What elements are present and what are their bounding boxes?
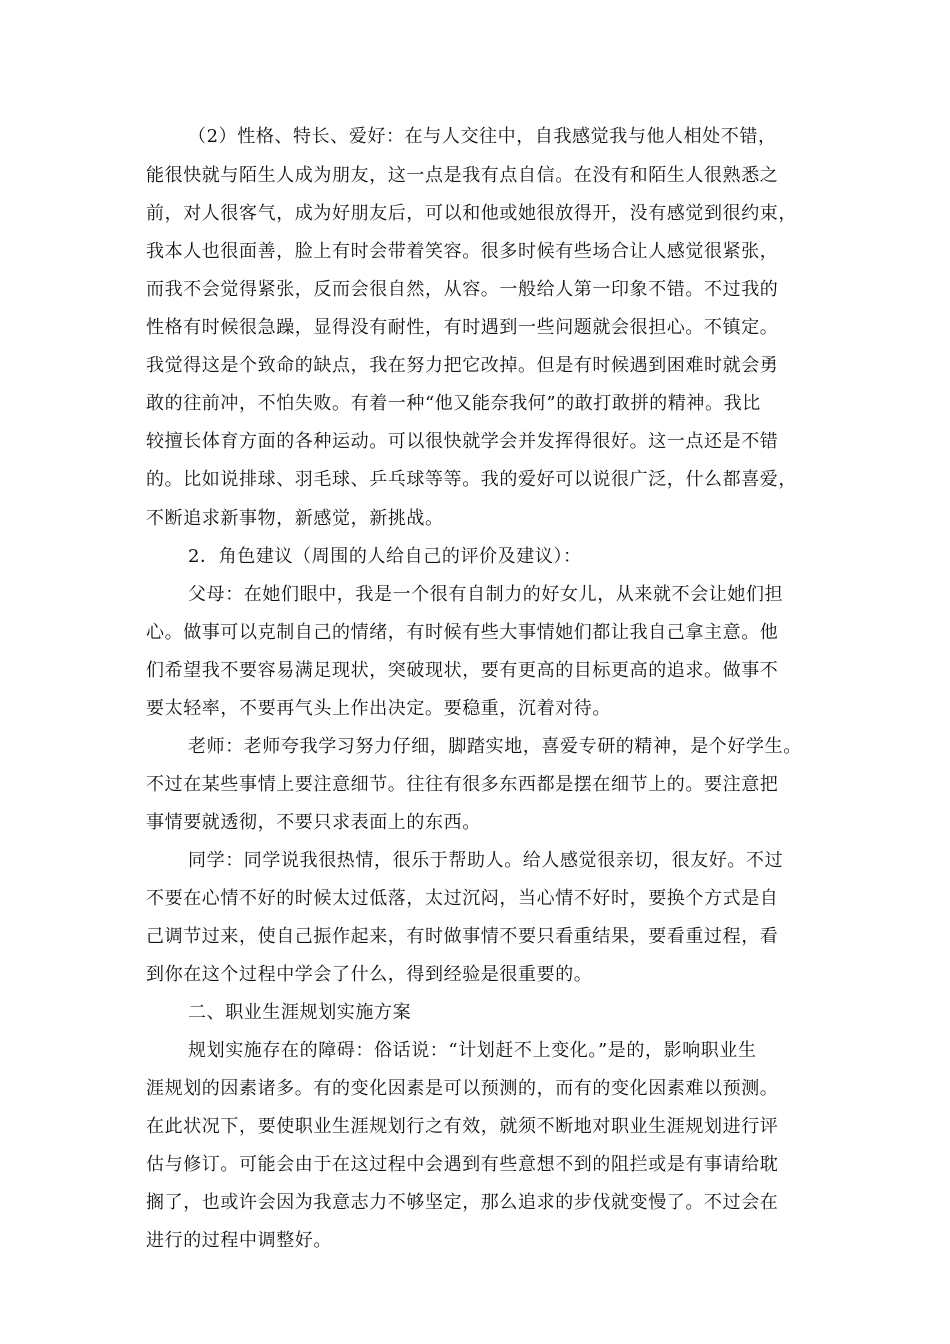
paragraph-line: 不过在某些事情上要注意细节。往往有很多东西都是摆在细节上的。要注意把	[146, 774, 779, 795]
section-heading-career-plan: 二、职业生涯规划实施方案	[188, 1002, 412, 1023]
paragraph-line: 我本人也很面善，脸上有时会带着笑容。很多时候有些场合让人感觉很紧张，	[146, 241, 779, 262]
paragraph-line: 较擅长体育方面的各种运动。可以很快就学会并发挥得很好。这一点还是不错	[146, 431, 779, 452]
paragraph-line: 而我不会觉得紧张，反而会很自然，从容。一般给人第一印象不错。不过我的	[146, 279, 779, 300]
section-heading-role-advice: 2．角色建议（周围的人给自己的评价及建议）：	[188, 546, 582, 567]
paragraph-line: 到你在这个过程中学会了什么，得到经验是很重要的。	[146, 964, 593, 985]
paragraph-first-line: 父母：在她们眼中，我是一个很有自制力的好女儿，从来就不会让她们担	[188, 584, 784, 605]
paragraph-line: 们希望我不要容易满足现状，突破现状，要有更高的目标更高的追求。做事不	[146, 660, 779, 681]
paragraph-line: 我觉得这是个致命的缺点，我在努力把它改掉。但是有时候遇到困难时就会勇	[146, 355, 779, 376]
paragraph-first-line: （2）性格、特长、爱好：在与人交往中，自我感觉我与他人相处不错，	[188, 126, 777, 147]
paragraph-line: 心。做事可以克制自己的情绪，有时候有些大事情她们都让我自己拿主意。他	[146, 622, 779, 643]
paragraph-first-line: 规划实施存在的障碍：俗话说：“计划赶不上变化。”是的，影响职业生	[188, 1040, 757, 1061]
paragraph-line: 敢的往前冲，不怕失败。有着一种“他又能奈我何”的敢打敢拼的精神。我比	[146, 393, 761, 414]
paragraph-line: 能很快就与陌生人成为朋友，这一点是我有点自信。在没有和陌生人很熟悉之	[146, 165, 779, 186]
paragraph-line: 不断追求新事物，新感觉，新挑战。	[146, 508, 444, 529]
paragraph-line: 性格有时候很急躁，显得没有耐性，有时遇到一些问题就会很担心。不镇定。	[146, 317, 779, 338]
paragraph-line: 在此状况下，要使职业生涯规划行之有效，就须不断地对职业生涯规划进行评	[146, 1116, 779, 1137]
paragraph-line: 估与修订。可能会由于在这过程中会遇到有些意想不到的阻拦或是有事请给耽	[146, 1154, 779, 1175]
paragraph-line: 前，对人很客气，成为好朋友后，可以和他或她很放得开，没有感觉到很约束，	[146, 203, 797, 224]
paragraph-line: 搁了，也或许会因为我意志力不够坚定，那么追求的步伐就变慢了。不过会在	[146, 1192, 779, 1213]
paragraph-line: 事情要就透彻，不要只求表面上的东西。	[146, 812, 481, 833]
paragraph-line: 的。比如说排球、羽毛球、乒乓球等等。我的爱好可以说很广泛，什么都喜爱，	[146, 469, 797, 490]
paragraph-first-line: 同学：同学说我很热情，很乐于帮助人。给人感觉很亲切，很友好。不过	[188, 850, 784, 871]
paragraph-line: 进行的过程中调整好。	[146, 1230, 332, 1251]
paragraph-first-line: 老师：老师夸我学习努力仔细，脚踏实地，喜爱专研的精神，是个好学生。	[188, 736, 802, 757]
paragraph-line: 涯规划的因素诸多。有的变化因素是可以预测的，而有的变化因素难以预测。	[146, 1078, 779, 1099]
paragraph-line: 不要在心情不好的时候太过低落，太过沉闷，当心情不好时，要换个方式是自	[146, 888, 779, 909]
paragraph-line: 要太轻率，不要再气头上作出决定。要稳重，沉着对待。	[146, 698, 611, 719]
paragraph-line: 己调节过来，使自己振作起来，有时做事情不要只看重结果，要看重过程，看	[146, 926, 779, 947]
